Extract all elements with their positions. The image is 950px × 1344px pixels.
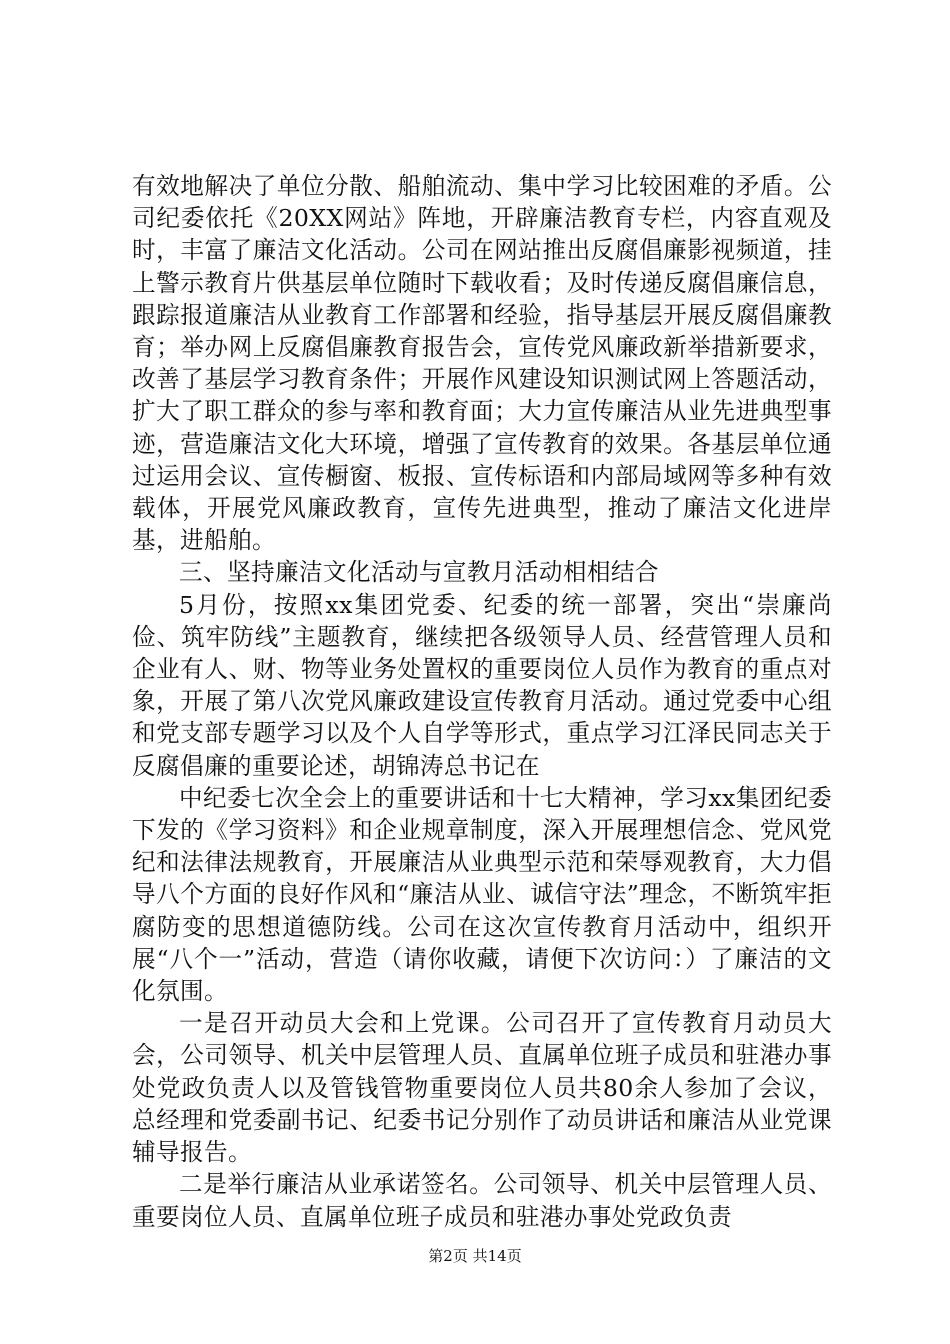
paragraph: 二是举行廉洁从业承诺签名。公司领导、机关中层管理人员、重要岗位人员、直属单位班子成员和驻港办事处党政负责: [132, 1170, 832, 1231]
section-heading: 三、坚持廉洁文化活动与宣教月活动相相结合: [179, 558, 659, 587]
page-number-footer: 第2页 共14页: [428, 1247, 522, 1265]
paragraph: 一是召开动员大会和上党课。公司召开了宣传教育月动员大会，公司领导、机关中层管理人员、直属单位班子成员和驻港办事处党政负责人以及管钱管物重要岗位人员共80余人参加了会议，总经理和党委副书记、纪委书记分别作了动员讲话和廉洁从业党课辅导报告。: [132, 1009, 832, 1167]
paragraph: 中纪委七次全会上的重要讲话和十七大精神，学习xx集团纪委下发的《学习资料》和企业规章制度，深入开展理想信念、党风党纪和法律法规教育，开展廉洁从业典型示范和荣辱观教育，大力倡导八个方面的良好作风和“廉洁从业、诚信守法”理念，不断筑牢拒腐防变的思想道德防线。公司在这次宣传教育月活动中，组织开展“八个一”活动，营造（请你收藏，请便下次访问：）了廉洁的文化氛围。: [132, 783, 832, 1006]
document-body: [132, 170, 832, 1233]
paragraph-continuation: 有效地解决了单位分散、船舶流动、集中学习比较困难的矛盾。公司纪委依托《20XX网站》阵地，开辟廉洁教育专栏，内容直观及时，丰富了廉洁文化活动。公司在网站推出反腐倡廉影视频道，挂上警示教育片供基层单位随时下载收看；及时传递反腐倡廉信息，跟踪报道廉洁从业教育工作部署和经验，指导基层开展反腐倡廉教育；举办网上反腐倡廉教育报告会，宣传党风廉政新举措新要求，改善了基层学习教育条件；开展作风建设知识测试网上答题活动，扩大了职工群众的参与率和教育面；大力宣传廉洁从业先进典型事迹，营造廉洁文化大环境，增强了宣传教育的效果。各基层单位通过运用会议、宣传橱窗、板报、宣传标语和内部局域网等多种有效载体，开展党风廉政教育，宣传先进典型，推动了廉洁文化进岸基，进船舶。: [132, 172, 832, 555]
paragraph: 5月份，按照xx集团党委、纪委的统一部署，突出“崇廉尚俭、筑牢防线”主题教育，继续把各级领导人员、经营管理人员和企业有人、财、物等业务处置权的重要岗位人员作为教育的重点对象，开展了第八次党风廉政建设宣传教育月活动。通过党委中心组和党支部专题学习以及个人自学等形式，重点学习江泽民同志关于反腐倡廉的重要论述，胡锦涛总书记在: [132, 590, 832, 780]
